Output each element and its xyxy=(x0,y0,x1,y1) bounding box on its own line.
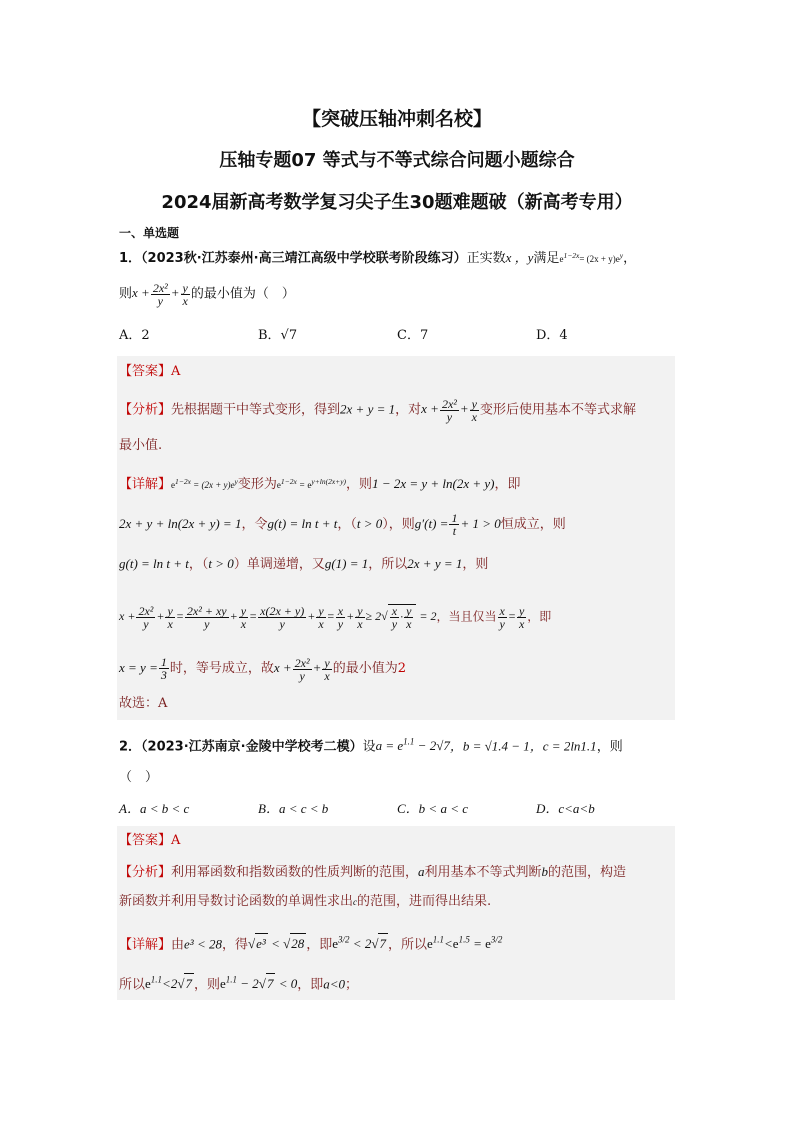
q1-line2-tail: 的最小值为（ ） xyxy=(190,286,295,302)
q1-stem-tail: ， xyxy=(623,251,637,266)
q1-option-c[interactable]: C．7 xyxy=(397,328,429,343)
q2-detail-2: 所以$e^{1.1}<2√7$ ，则$e^{1.1} - 2√7 < 0$，即a<0； xyxy=(119,975,359,993)
q1-stem-line2 xyxy=(119,282,295,307)
q2-source: （2023·江苏南京·金陵中学校考二模） xyxy=(141,739,363,755)
q1-detail-1: 【详解】$e^{1-2x} = (2x + y)e^y$变形为$e^{1-2x} = e^{y+ln(2x+y)}$，则1 − 2x = y + ln(2x + y)，即 xyxy=(119,476,521,492)
q1-detail-4: x + $\frac{\text{2x²}}{y}$ + $\frac{y}{x}$ = $\frac{\text{2x² + xy}}{y}$ + $\frac{y}{x}$ = $\frac{x(2x + y)}{y}$ + $\frac{y}{x}$ = $\frac{x}{y}$ + $\frac{y}{x}$ ≥ 2√ $\frac{x}{y}$ · $\frac{y}{x}$ = 2，当且仅当 $\frac{x}{y}$ = $\frac{y}{x}$ ，即 xyxy=(119,604,552,631)
q1-stem-pre: 正实数 xyxy=(466,251,506,266)
q1-analysis-cont: 最小值. xyxy=(119,438,163,453)
q1-stem-vars: x ，y xyxy=(505,250,534,265)
q1-stem-equation: $e^{1-2x}= (2x + y)e^y$ xyxy=(559,251,624,264)
q2-analysis: 【分析】利用幂函数和指数函数的性质判断的范围，a利用基本不等式判断b的范围，构造 xyxy=(119,864,627,880)
q1-stem xyxy=(119,246,636,269)
q1-analysis: 【分析】先根据题干中等式变形，得到2x + y = 1，对x + $\frac{\text{2x²}}{y}$ + $\frac{y}{x}$ 变形后使用基本不等式求解 xyxy=(119,397,636,424)
q1-answer: 【答案】A xyxy=(119,364,181,379)
q1-option-d[interactable]: D．4 xyxy=(536,328,568,343)
q2-detail-1: 【详解】由e³ < 28，得√e³ < √28 ，即$e^{3/2} < 2√7$ ，所以$e^{1.1}<e^{1.5} = e^{3/2}$ xyxy=(119,935,503,953)
q1-detail-2: 2x + y + ln(2x + y) = 1，令g(t) = ln t + t，（t > 0），则g′(t) = $\frac{1}{t}$ + 1 > 0恒成立，则 xyxy=(119,511,566,538)
q2-stem: 2．（2023·江苏南京·金陵中学校考二模）设$a = e^{1.1} - 2√7$，b = √1.4 − 1，c = 2ln1.1，则 xyxy=(119,737,623,755)
header-title-1: 【突破压轴冲刺名校】 xyxy=(301,108,492,130)
header-title-2: 压轴专题07 等式与不等式综合问题小题综合 xyxy=(219,150,575,171)
q2-analysis-cont: 新函数并利用导数讨论函数的单调性求出c的范围，进而得出结果. xyxy=(119,894,492,909)
q1-line2-pre: 则 xyxy=(119,286,133,302)
q1-expression: x + $\frac{\text{2x²}}{y}$ + $\frac{y}{x}$ xyxy=(132,281,188,308)
q2-paren: （ ） xyxy=(119,770,159,785)
q1-stem-mid: 满足 xyxy=(533,251,560,266)
q2-option-a[interactable]: A．a < b < c xyxy=(119,801,190,816)
q2-option-b[interactable]: B．a < c < b xyxy=(258,801,329,816)
q1-number: 1． xyxy=(119,251,142,266)
q2-number: 2． xyxy=(119,739,142,755)
section-heading: 一、单选题 xyxy=(119,226,180,240)
q2-option-c[interactable]: C．b < a < c xyxy=(397,801,468,816)
header-title-3: 2024届新高考数学复习尖子生30题难题破（新高考专用） xyxy=(161,192,633,213)
q1-detail-3: g(t) = ln t + t，（t > 0）单调递增，又g(1) = 1，所以2x + y = 1，则 xyxy=(119,556,489,572)
q1-option-a[interactable]: A．2 xyxy=(119,328,150,343)
q1-option-b[interactable]: B．√7 xyxy=(258,328,298,343)
q1-detail-5: x = y = $\frac{1}{3}$ 时，等号成立，故x + $\frac{\text{2x²}}{y}$ + $\frac{y}{x}$ 的最小值为2 xyxy=(119,655,406,683)
q1-conclusion: 故选：A xyxy=(119,696,168,711)
q2-answer: 【答案】A xyxy=(119,833,181,848)
q2-option-d[interactable]: D．c<a<b xyxy=(536,801,595,816)
q1-source: （2023秋·江苏泰州·高三靖江高级中学校联考阶段练习） xyxy=(141,251,467,266)
